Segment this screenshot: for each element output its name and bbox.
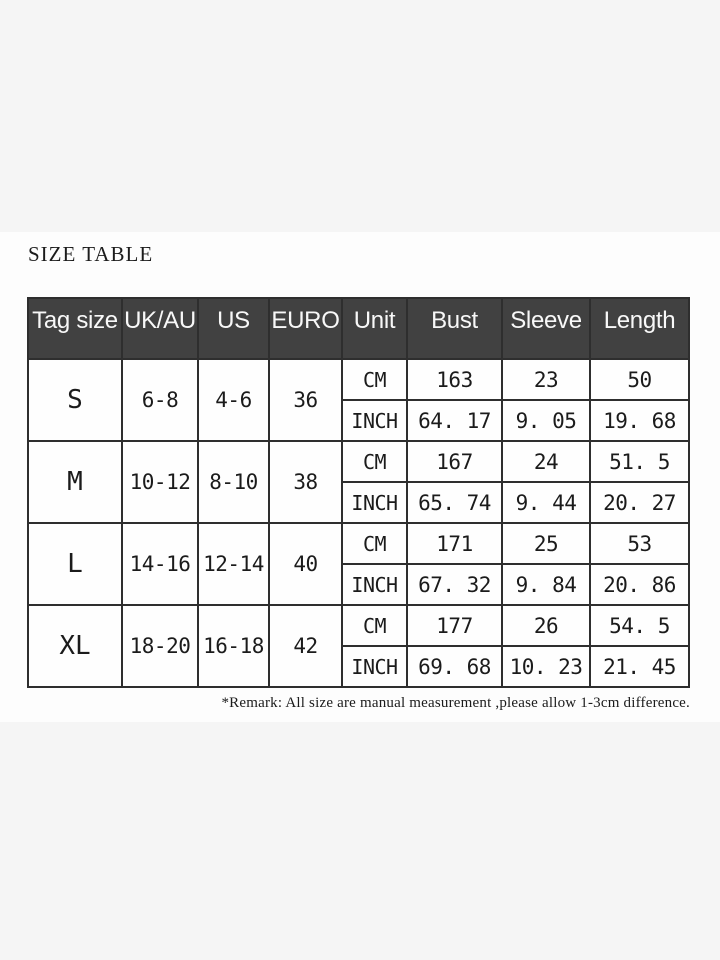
table-header-row: [28, 298, 689, 359]
remark-text: *Remark: All size are manual measurement ,please allow 1-3cm difference.: [221, 695, 690, 711]
uk-au-cell: 6-8: [122, 359, 198, 441]
euro-cell: 36: [269, 359, 342, 441]
header-cell-bust: Bust: [407, 298, 502, 359]
length-cm-cell: 51. 5: [590, 441, 689, 482]
bust-cm-cell: 167: [407, 441, 502, 482]
us-cell: 16-18: [198, 605, 269, 687]
table-row: [28, 441, 689, 482]
uk-au-cell: 10-12: [122, 441, 198, 523]
bust-cm-cell: 163: [407, 359, 502, 400]
bust-cm-cell: 177: [407, 605, 502, 646]
length-inch-cell: 21. 45: [590, 646, 689, 687]
unit-inch-cell: INCH: [342, 482, 407, 523]
header-cell-us: US: [198, 298, 269, 359]
us-cell: 4-6: [198, 359, 269, 441]
bust-inch-cell: 64. 17: [407, 400, 502, 441]
sleeve-inch-cell: 9. 44: [502, 482, 590, 523]
size-cell: L: [28, 523, 122, 605]
sleeve-inch-cell: 9. 84: [502, 564, 590, 605]
sleeve-cm-cell: 26: [502, 605, 590, 646]
sleeve-cm-cell: 23: [502, 359, 590, 400]
size-cell: M: [28, 441, 122, 523]
uk-au-cell: 14-16: [122, 523, 198, 605]
sleeve-cm-cell: 25: [502, 523, 590, 564]
table-row: [28, 359, 689, 400]
sleeve-inch-cell: 10. 23: [502, 646, 590, 687]
unit-cm-cell: CM: [342, 359, 407, 400]
size-cell: XL: [28, 605, 122, 687]
euro-cell: 38: [269, 441, 342, 523]
length-cm-cell: 54. 5: [590, 605, 689, 646]
length-cm-cell: 50: [590, 359, 689, 400]
table-row: [28, 523, 689, 564]
header-cell-unit: Unit: [342, 298, 407, 359]
sleeve-inch-cell: 9. 05: [502, 400, 590, 441]
table-row: [28, 605, 689, 646]
header-cell-length: Length: [590, 298, 689, 359]
us-cell: 8-10: [198, 441, 269, 523]
bust-inch-cell: 69. 68: [407, 646, 502, 687]
unit-cm-cell: CM: [342, 523, 407, 564]
sleeve-cm-cell: 24: [502, 441, 590, 482]
bust-cm-cell: 171: [407, 523, 502, 564]
header-cell-tag-size: Tag size: [28, 298, 122, 359]
unit-inch-cell: INCH: [342, 564, 407, 605]
euro-cell: 42: [269, 605, 342, 687]
unit-inch-cell: INCH: [342, 646, 407, 687]
us-cell: 12-14: [198, 523, 269, 605]
euro-cell: 40: [269, 523, 342, 605]
length-inch-cell: 19. 68: [590, 400, 689, 441]
bust-inch-cell: 65. 74: [407, 482, 502, 523]
uk-au-cell: 18-20: [122, 605, 198, 687]
size-cell: S: [28, 359, 122, 441]
page-title: SIZE TABLE: [28, 242, 154, 266]
length-inch-cell: 20. 27: [590, 482, 689, 523]
size-table: [27, 297, 690, 688]
header-cell-uk-au: UK/AU: [122, 298, 198, 359]
unit-cm-cell: CM: [342, 605, 407, 646]
unit-cm-cell: CM: [342, 441, 407, 482]
length-cm-cell: 53: [590, 523, 689, 564]
bust-inch-cell: 67. 32: [407, 564, 502, 605]
header-cell-euro: EURO: [269, 298, 342, 359]
unit-inch-cell: INCH: [342, 400, 407, 441]
header-cell-sleeve: Sleeve: [502, 298, 590, 359]
length-inch-cell: 20. 86: [590, 564, 689, 605]
